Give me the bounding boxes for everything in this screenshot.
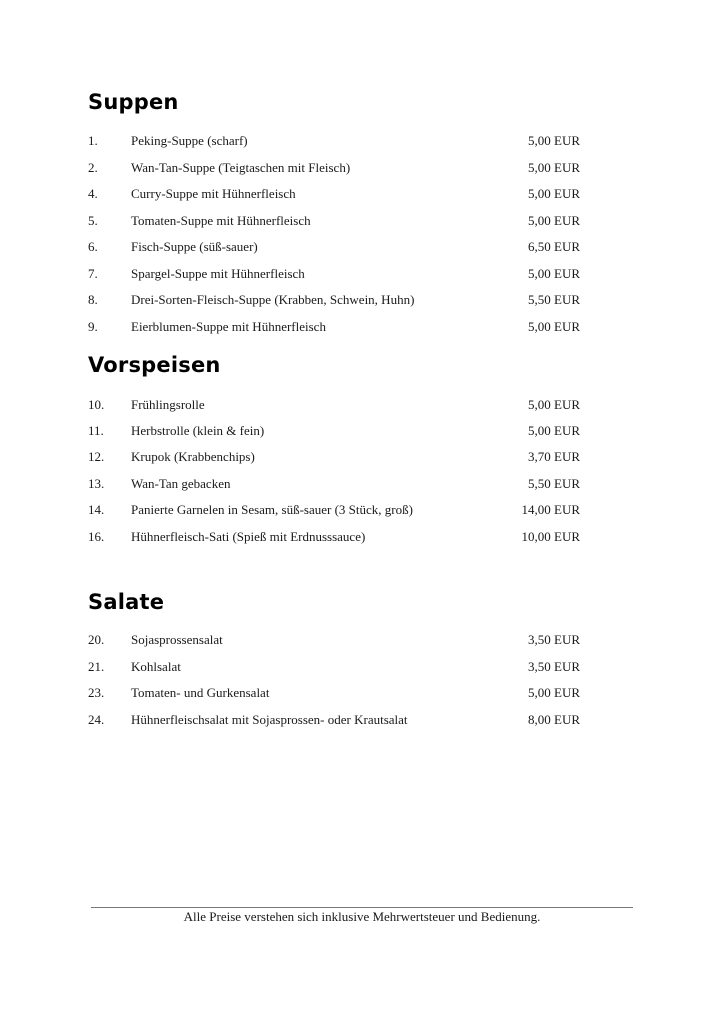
- item-number: 12.: [88, 449, 105, 464]
- item-number: 11.: [88, 423, 104, 438]
- item-number: 1.: [88, 133, 98, 148]
- item-number: 2.: [88, 160, 98, 175]
- item-price: 5,00 EUR: [528, 160, 580, 175]
- item-number: 23.: [88, 685, 105, 700]
- item-name: Panierte Garnelen in Sesam, süß-sauer (3 Stück, groß): [131, 502, 413, 517]
- item-price: 5,00 EUR: [528, 423, 580, 438]
- menu-item: [88, 132, 580, 150]
- item-number: 4.: [88, 186, 98, 201]
- item-number: 16.: [88, 529, 105, 544]
- item-name: Tomaten-Suppe mit Hühnerfleisch: [131, 213, 311, 228]
- menu-item: [88, 185, 580, 203]
- item-number: 24.: [88, 712, 105, 727]
- menu-item: [88, 422, 580, 440]
- item-name: Wan-Tan gebacken: [131, 476, 231, 491]
- item-name: Fisch-Suppe (süß-sauer): [131, 239, 258, 254]
- item-number: 7.: [88, 266, 98, 281]
- menu-item: [88, 291, 580, 309]
- item-price: 5,00 EUR: [528, 319, 580, 334]
- item-price: 3,50 EUR: [528, 632, 580, 647]
- menu-item: [88, 448, 580, 466]
- item-name: Herbstrolle (klein & fein): [131, 423, 265, 438]
- item-price: 14,00 EUR: [521, 502, 580, 517]
- menu-item: [88, 528, 580, 546]
- item-name: Krupok (Krabbenchips): [131, 449, 255, 464]
- item-number: 9.: [88, 319, 98, 334]
- item-price: 3,50 EUR: [528, 659, 580, 674]
- item-price: 5,50 EUR: [528, 292, 580, 307]
- item-price: 6,50 EUR: [528, 239, 580, 254]
- item-name: Drei-Sorten-Fleisch-Suppe (Krabben, Schwein, Huhn): [131, 292, 415, 307]
- section-title-suppen: Suppen: [88, 90, 179, 114]
- item-number: 5.: [88, 213, 98, 228]
- item-price: 5,00 EUR: [528, 213, 580, 228]
- section-title-vorspeisen: Vorspeisen: [88, 353, 221, 377]
- item-price: 5,50 EUR: [528, 476, 580, 491]
- item-name: Hühnerfleisch-Sati (Spieß mit Erdnusssauce): [131, 529, 366, 544]
- item-name: Frühlingsrolle: [131, 397, 205, 412]
- item-name: Wan-Tan-Suppe (Teigtaschen mit Fleisch): [131, 160, 351, 175]
- menu-item: [88, 159, 580, 177]
- menu-item: [88, 475, 580, 493]
- item-name: Peking-Suppe (scharf): [131, 133, 248, 148]
- menu-item: [88, 396, 580, 414]
- footer-note: Alle Preise verstehen sich inklusive Mehrwertsteuer und Bedienung.: [183, 909, 541, 924]
- menu-item: [88, 265, 580, 283]
- item-price: 5,00 EUR: [528, 186, 580, 201]
- menu-item: [88, 684, 580, 702]
- item-price: 3,70 EUR: [528, 449, 580, 464]
- item-number: 8.: [88, 292, 98, 307]
- menu-item: [88, 658, 580, 676]
- item-number: 10.: [88, 397, 105, 412]
- menu-item: [88, 631, 580, 649]
- item-price: 5,00 EUR: [528, 397, 580, 412]
- item-name: Kohlsalat: [131, 659, 181, 674]
- item-price: 5,00 EUR: [528, 685, 580, 700]
- section-title-salate: Salate: [88, 590, 165, 614]
- menu-item: [88, 318, 580, 336]
- item-number: 20.: [88, 632, 105, 647]
- item-number: 21.: [88, 659, 105, 674]
- menu-item: [88, 238, 580, 256]
- item-name: Curry-Suppe mit Hühnerfleisch: [131, 186, 296, 201]
- item-price: 10,00 EUR: [521, 529, 580, 544]
- menu-item: [88, 501, 580, 519]
- item-name: Sojasprossensalat: [131, 632, 223, 647]
- item-name: Eierblumen-Suppe mit Hühnerfleisch: [131, 319, 326, 334]
- menu-item: [88, 711, 580, 729]
- item-name: Spargel-Suppe mit Hühnerfleisch: [131, 266, 305, 281]
- item-number: 14.: [88, 502, 105, 517]
- menu-item: [88, 212, 580, 230]
- item-number: 6.: [88, 239, 98, 254]
- item-name: Tomaten- und Gurkensalat: [131, 685, 270, 700]
- item-name: Hühnerfleischsalat mit Sojasprossen- oder Krautsalat: [131, 712, 408, 727]
- item-number: 13.: [88, 476, 105, 491]
- item-price: 8,00 EUR: [528, 712, 580, 727]
- item-price: 5,00 EUR: [528, 133, 580, 148]
- item-price: 5,00 EUR: [528, 266, 580, 281]
